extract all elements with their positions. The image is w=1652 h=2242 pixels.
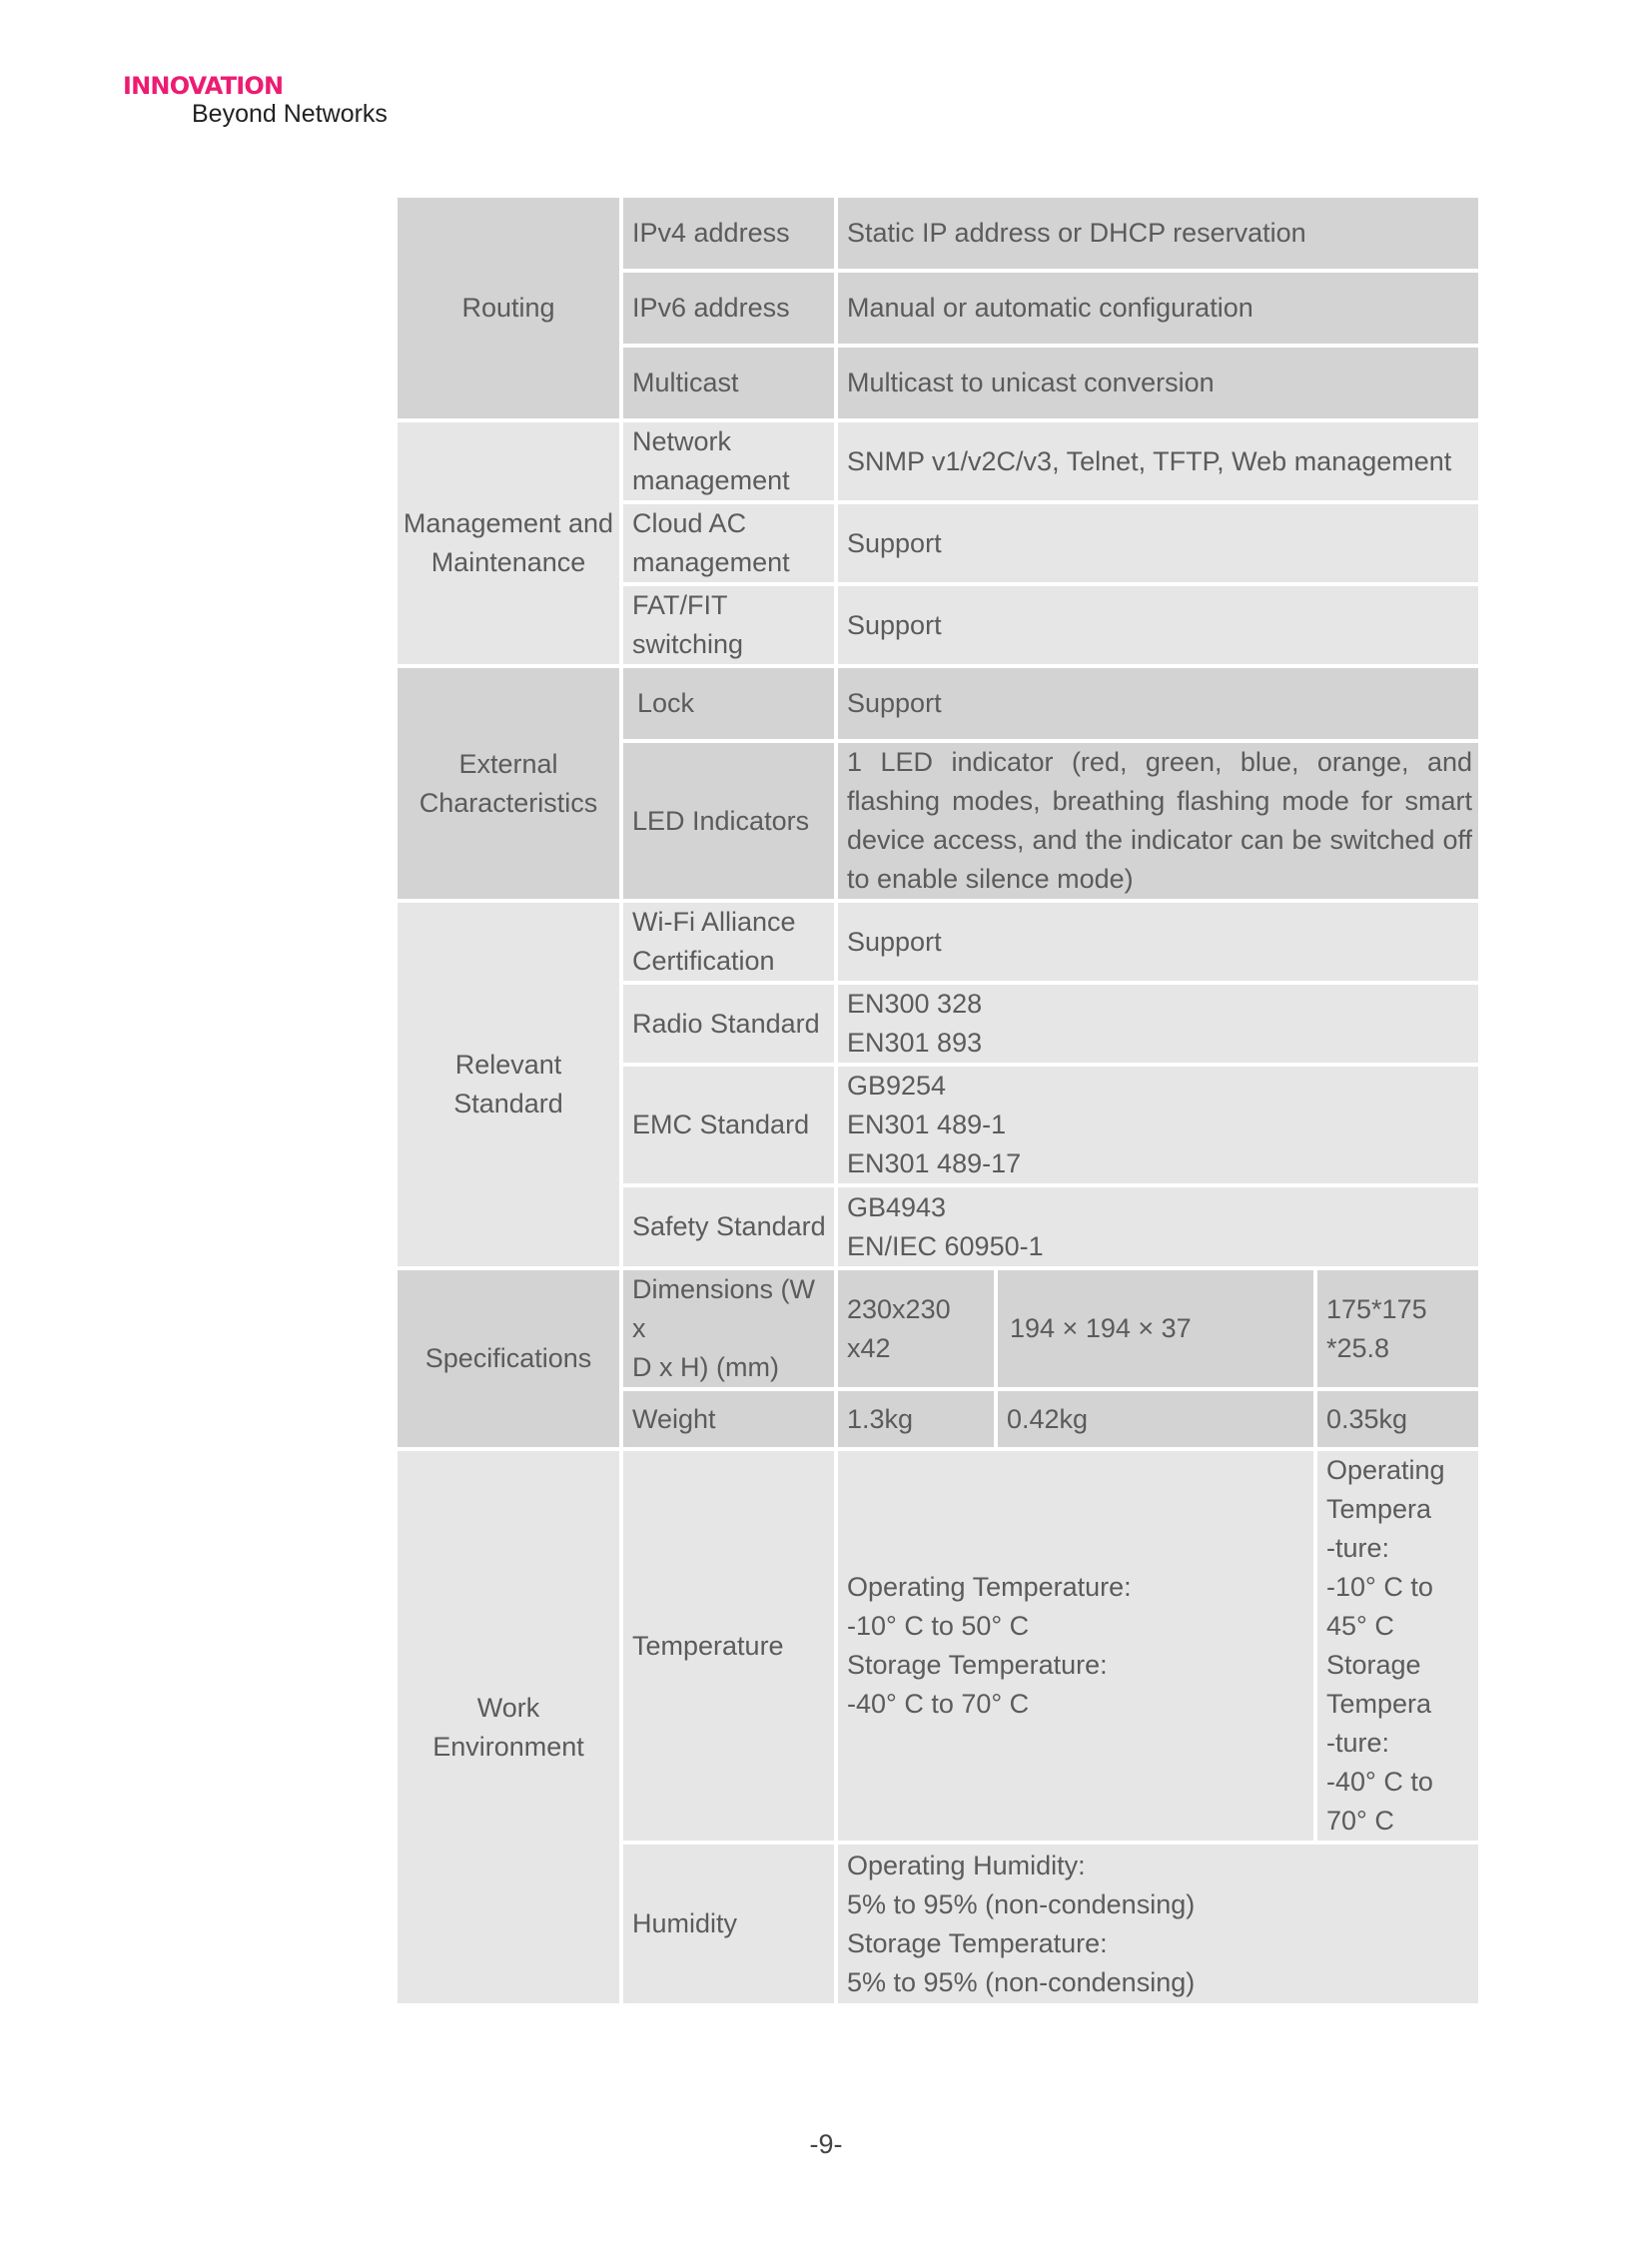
category-routing: Routing [398,198,623,422]
value-line: GB9254 [847,1071,947,1101]
dimensions-model-2: 194 × 194 × 37 [998,1270,1317,1391]
logo-tagline: Beyond Networks [192,100,388,128]
label-line: switching [632,629,744,659]
value-line: Operating Temperature: [847,1572,1132,1602]
value-line: EN/IEC 60950-1 [847,1230,1044,1261]
row-label-safety: Safety Standard [623,1187,838,1270]
value-line: *25.8 [1326,1332,1390,1363]
row-label-fat-fit [623,586,838,668]
dimensions-model-3 [1317,1270,1478,1391]
value-line: 5% to 95% (non-condensing) [847,1888,1196,1919]
label-line: FAT/FIT [632,590,728,620]
row-label-ipv6: IPv6 address [623,273,838,348]
row-value-cloud-ac: Support [838,504,1478,586]
category-line: Work [476,1692,540,1723]
row-label-emc: EMC Standard [623,1067,838,1187]
table-row [398,422,1478,504]
value-line: EN301 489-1 [847,1110,1007,1139]
value-line: x42 [847,1332,891,1363]
value-line: -ture: [1326,1728,1390,1758]
category-line: Environment [432,1731,584,1762]
row-value-radio [838,985,1478,1067]
row-value-multicast: Multicast to unicast conversion [838,348,1478,422]
weight-model-1: 1.3kg [838,1391,998,1451]
label-line: Wi-Fi Alliance [632,907,796,937]
value-line: 5% to 95% (non-condensing) [847,1966,1196,1997]
value-line: -10° C to 50° C [847,1611,1030,1641]
label-line: Dimensions (W x [632,1274,816,1343]
table-row [398,198,1478,273]
temperature-value-alt [1317,1451,1478,1845]
table-row [398,668,1478,743]
value-line: Tempera [1326,1689,1432,1719]
value-line: Operating Humidity: [847,1850,1086,1880]
category-management [398,422,623,668]
weight-model-3: 0.35kg [1317,1391,1478,1451]
category-line: Relevant [454,1050,562,1080]
label-line: management [632,465,790,495]
dimensions-model-1 [838,1270,998,1391]
value-line: 70° C [1326,1806,1394,1836]
category-line: Maintenance [430,547,586,577]
value-line: EN301 893 [847,1028,983,1058]
page-number: -9- [809,2129,843,2159]
specification-table [398,198,1478,2007]
row-label-wifi [623,903,838,985]
row-value-emc [838,1067,1478,1187]
row-label-humidity: Humidity [623,1845,838,2007]
category-standard [398,903,623,1270]
label-line: Network [632,426,732,456]
weight-model-2: 0.42kg [998,1391,1317,1451]
table-row [398,1270,1478,1391]
category-line: Characteristics [418,787,598,818]
value-line: -40° C to 70° C [847,1689,1030,1719]
value-line: 45° C [1326,1611,1394,1641]
label-line: Certification [632,946,775,976]
value-line: EN300 328 [847,989,983,1019]
value-line: Storage [1326,1650,1421,1680]
value-line: -ture: [1326,1533,1390,1563]
row-value-lock: Support [838,668,1478,743]
row-label-multicast: Multicast [623,348,838,422]
row-label-weight: Weight [623,1391,838,1451]
category-line: External [458,748,558,779]
category-environment [398,1451,623,2007]
row-value-ipv6: Manual or automatic configuration [838,273,1478,348]
value-line: Storage Temperature: [847,1927,1108,1958]
category-specifications: Specifications [398,1270,623,1451]
category-external [398,668,623,903]
value-line: -10° C to [1326,1572,1433,1602]
row-label-temperature: Temperature [623,1451,838,1845]
category-line: Management and [403,508,614,538]
row-value-network-management: SNMP v1/v2C/v3, Telnet, TFTP, Web management [838,422,1478,504]
row-value-fat-fit: Support [838,586,1478,668]
value-line: -40° C to [1326,1767,1433,1797]
row-value-safety [838,1187,1478,1270]
label-line: D x H) (mm) [632,1352,779,1382]
row-label-lock: Lock [623,668,838,743]
value-line: Storage Temperature: [847,1650,1108,1680]
category-line: Standard [453,1089,563,1119]
value-line: GB4943 [847,1191,947,1222]
label-line: Cloud AC [632,508,747,538]
value-line: 230x230 [847,1293,951,1324]
company-logo [123,72,388,128]
logo-wordmark: INNOVATION [123,72,284,100]
row-value-led: 1 LED indicator (red, green, blue, orange, and flashing modes, breathing flashing mode for smart device access, and the indicator can be switched off to enable silence mode) [838,743,1478,903]
row-label-led: LED Indicators [623,743,838,903]
value-line: EN301 489-17 [847,1148,1022,1178]
row-label-dimensions [623,1270,838,1391]
table-row [398,903,1478,985]
value-line: Operating [1326,1455,1445,1485]
value-line: Tempera [1326,1494,1432,1524]
table-row [398,1451,1478,1845]
row-label-cloud-ac [623,504,838,586]
row-label-network-management [623,422,838,504]
value-line: 175*175 [1326,1293,1427,1324]
row-label-radio: Radio Standard [623,985,838,1067]
row-value-wifi: Support [838,903,1478,985]
row-value-ipv4: Static IP address or DHCP reservation [838,198,1478,273]
label-line: management [632,547,790,577]
humidity-value [838,1845,1478,2007]
temperature-value-main [838,1451,1317,1845]
row-label-ipv4: IPv4 address [623,198,838,273]
